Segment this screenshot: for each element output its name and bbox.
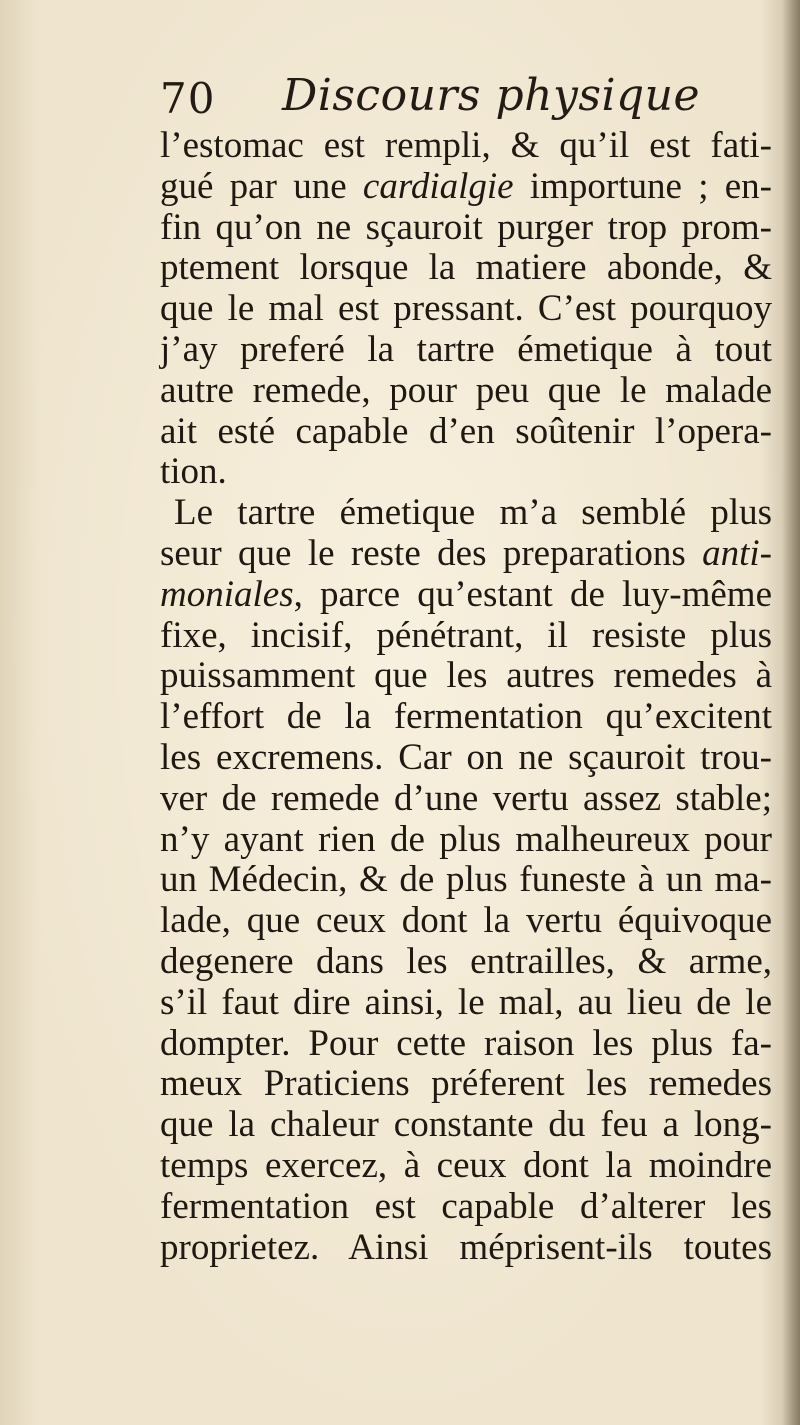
text-line: puissamment que les autres remedes à	[160, 655, 772, 697]
page-edge-shadow	[782, 0, 800, 1425]
text-line: degenere dans les entrailles, & arme,	[160, 940, 772, 982]
text-line: moniales, parce qu’estant de luy-même	[160, 573, 772, 615]
text-line: fermentation est capable d’alterer les	[160, 1185, 772, 1227]
text-line: Le tartre émetique m’a semblé plus	[174, 492, 772, 534]
body-text	[160, 126, 772, 1268]
text-line: ait esté capable d’en soûtenir l’opera-	[160, 410, 772, 452]
text-line: un Médecin, & de plus funeste à un ma-	[160, 859, 772, 901]
text-line: seur que le reste des preparations anti-	[160, 532, 772, 574]
text-line: autre remede, pour peu que le malade	[160, 369, 772, 411]
text-line: l’effort de la fermentation qu’excitent	[160, 696, 772, 738]
text-line: j’ay preferé la tartre émetique à tout	[160, 328, 772, 370]
text-line: proprietez. Ainsi méprisent-ils toutes	[160, 1226, 772, 1268]
text-line: gué par une cardialgie importune ; en-	[160, 165, 773, 207]
text-line: n’y ayant rien de plus malheureux pour	[160, 818, 772, 860]
text-line: temps exercez, à ceux dont la moindre	[160, 1144, 772, 1186]
text-line: dompter. Pour cette raison les plus fa-	[160, 1022, 772, 1064]
text-line: ptement lorsque la matiere abonde, &	[160, 247, 772, 289]
text-line: fin qu’on ne sçauroit purger trop prom-	[160, 206, 772, 248]
text-line: que la chaleur constante du feu a long-	[160, 1104, 772, 1146]
text-line: meux Praticiens préferent les remedes	[160, 1063, 772, 1105]
text-line: fixe, incisif, pénétrant, il resiste plus	[160, 614, 772, 656]
text-line: que le mal est pressant. C’est pourquoy	[160, 288, 772, 330]
page-number: 70	[160, 74, 216, 123]
text-line: tion.	[160, 451, 227, 493]
text-line: lade, que ceux dont la vertu équivoque	[160, 900, 772, 942]
text-line: s’il faut dire ainsi, le mal, au lieu de le	[160, 981, 772, 1023]
page-header	[160, 70, 720, 130]
running-head: Discours physique	[282, 70, 701, 121]
text-line: les excremens. Car on ne sçauroit trou-	[160, 736, 772, 778]
text-line: l’estomac est rempli, & qu’il est fati-	[160, 125, 772, 166]
text-line: ver de remede d’une vertu assez stable;	[160, 777, 772, 819]
